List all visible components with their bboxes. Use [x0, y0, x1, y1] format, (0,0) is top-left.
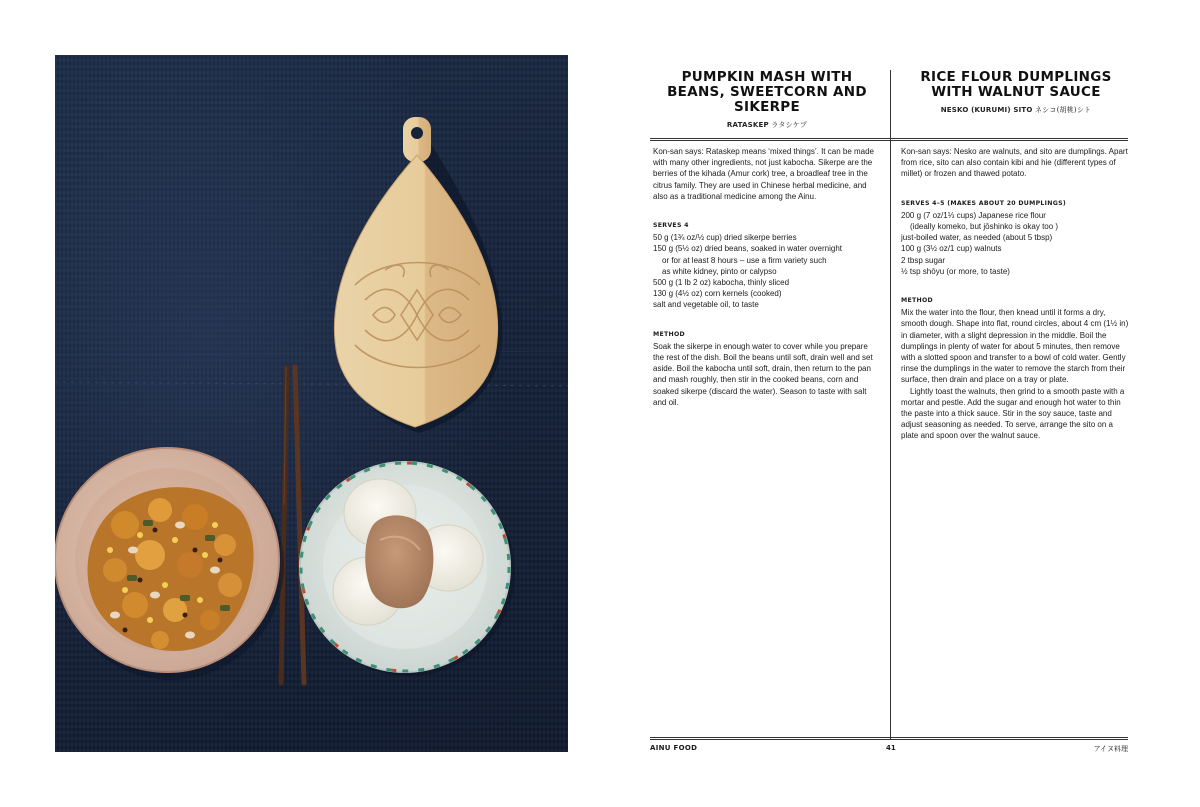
ingredient-line: 150 g (5½ oz) dried beans, soaked in water overnight: [653, 244, 843, 254]
recipe-2-title: RICE FLOUR DUMPLINGS WITH WALNUT SAUCE: [920, 69, 1112, 100]
recipe-1-subtitle-jp: ラタシケプ: [771, 121, 808, 129]
recipe-1-intro: Kon-san says: Rataskep means ‘mixed things’. It can be made with many other ingredients, not just kabocha. Sikerpe are the berries of the kihada (Amur cork) tree, a broadleaf tree in the citrus family. They are used in Chinese herbal medicine, and also as a traditional medicine among the Ainu.: [653, 147, 874, 201]
ingredient-line: salt and vegetable oil, to taste: [653, 300, 759, 310]
ingredient-line: 50 g (1¾ oz/½ cup) dried sikerpe berries: [653, 233, 797, 243]
recipe-2-method-heading: METHOD: [901, 297, 933, 305]
recipe-1-method-heading: METHOD: [653, 330, 685, 338]
recipe-1-method: Soak the sikerpe in enough water to cover while you prepare the rest of the dish. Boil the beans until soft, drain well and set aside. Boil the kabocha until soft, drain, then return to the pan and mash roughly, then stir in the cooked beans, corn and soaked sikerpe (discard the water). Season to taste with salt and oil.: [653, 341, 873, 407]
ingredient-line: 200 g (7 oz/1⅓ cups) Japanese rice flour: [901, 210, 1046, 220]
ingredient-line: just-boiled water, as needed (about 5 tbsp): [901, 233, 1053, 243]
ingredient-line: 2 tbsp sugar: [901, 255, 946, 265]
walnut-sauce: [365, 515, 433, 608]
header-rule: [650, 138, 1128, 141]
recipe-2-method: Mix the water into the flour, then knead until it forms a dry, smooth dough. Shape into flat, round circles, about 4 cm (1½ in) in diameter, with a slight depression in the middle. Boil the dumplings in plenty of water for about 5 minutes, then remove with a slotted spoon and transfer to a bowl of cold water. Gently rinse the dumplings in the water to remove the starch from their surface, then drain and place on a tray or plate.: [901, 308, 1129, 385]
page-number: 41: [886, 744, 896, 752]
footer-book-title-jp: アイヌ料理: [1093, 745, 1128, 753]
pumpkin-mash: [88, 487, 254, 651]
column-divider: [890, 70, 891, 740]
ingredient-line: ½ tsp shōyu (or more, to taste): [901, 266, 1010, 276]
recipe-2-header: [900, 70, 1132, 115]
ingredient-line: or for at least 8 hours – use a firm variety such: [662, 255, 827, 265]
recipe-1-header: [651, 70, 883, 130]
ingredient-line: (ideally komeko, but jōshinko is okay too ): [910, 222, 1059, 232]
ingredient-line: 500 g (1 lb 2 oz) kabocha, thinly sliced: [653, 278, 790, 288]
recipe-2-intro: Kon-san says: Nesko are walnuts, and sito are dumplings. Apart from rice, sito can also contain kibi and hie (different types of millet) or frozen and thawed potato.: [901, 147, 1128, 179]
recipe-2-method-2: Lightly toast the walnuts, then grind to a smooth paste with a mortar and pestle. Add the sugar and enough hot water to thin the paste into a thick sauce. Stir in the soy sauce, taste and adjust seasoning as needed. To serve, arrange the sito on a plate and spoon over the walnut sauce.: [901, 386, 1125, 441]
recipe-2-subtitle-jp: ネシコ(胡桃)シト: [1035, 106, 1092, 114]
recipe-1-serves: SERVES 4: [653, 222, 689, 230]
photo-illustration: [55, 55, 568, 752]
ingredient-line: 130 g (4½ oz) corn kernels (cooked): [653, 289, 782, 299]
recipe-2-body: [901, 146, 1129, 442]
recipe-2-serves: SERVES 4–5 (MAKES ABOUT 20 DUMPLINGS): [901, 199, 1067, 207]
ingredient-line: 100 g (3½ oz/1 cup) walnuts: [901, 244, 1002, 254]
ingredient-line: as white kidney, pinto or calypso: [662, 266, 777, 276]
recipe-1-subtitle-latin: RATASKEP: [726, 121, 769, 129]
footer-rule: [650, 737, 1128, 740]
recipe-1-body: [653, 146, 881, 408]
recipe-1-subtitle: [651, 120, 883, 130]
footer-book-title: AINU FOOD: [650, 744, 698, 752]
page-footer: [650, 744, 1128, 756]
recipe-2-subtitle: [900, 105, 1132, 115]
recipe-2-subtitle-latin: NESKO (KURUMI) SITO: [940, 106, 1033, 114]
recipe-1-title: PUMPKIN MASH WITH BEANS, SWEETCORN AND SIKERPE: [667, 69, 867, 115]
food-photo: [55, 55, 568, 752]
